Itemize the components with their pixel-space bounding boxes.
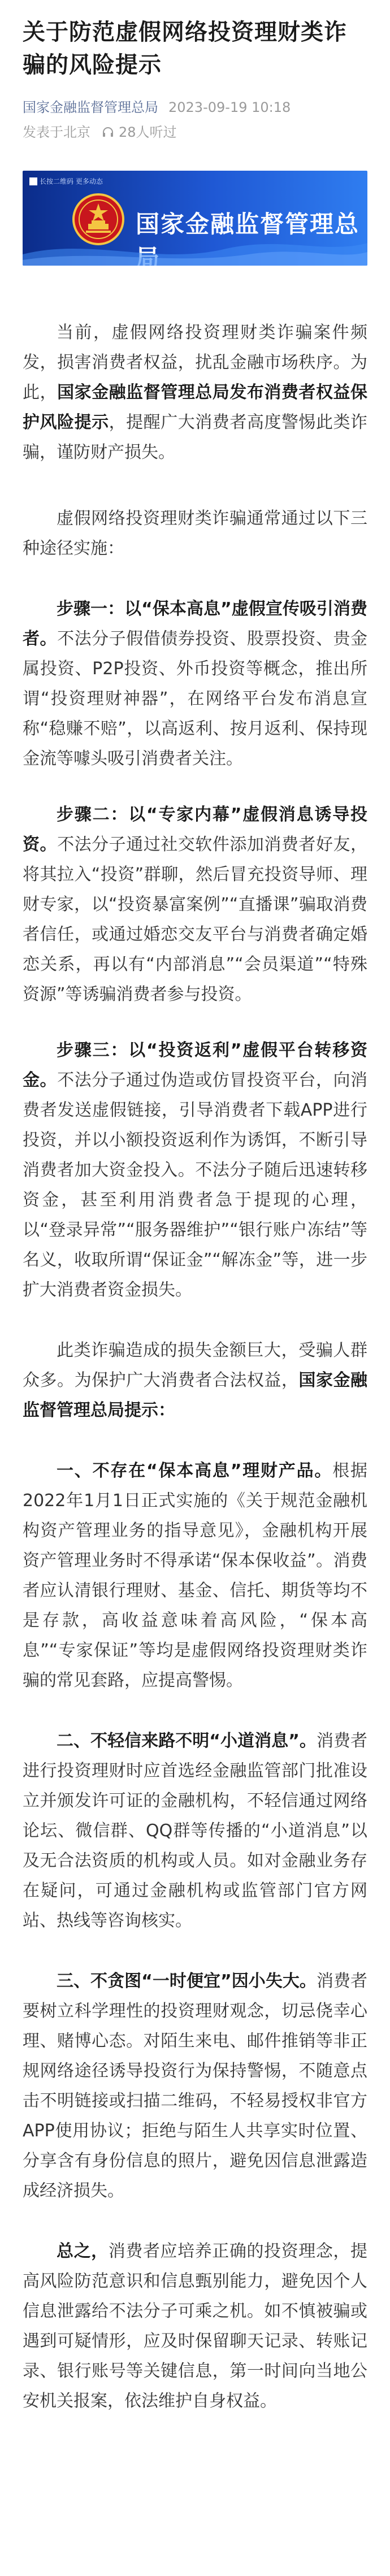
- paragraph-tip-one: [23, 1456, 367, 1695]
- tip-three-title: 三、不贪图“一时便宜”因小失大。: [57, 1971, 317, 1991]
- step-three-title: 步骤三：以“投资返利”虚假平台转移资金。: [23, 1040, 367, 1090]
- publish-date: 2023-09-19 10:18: [168, 99, 291, 115]
- paragraph-summary: [23, 1335, 367, 1425]
- step-one-title: 步骤一：以“保本高息”虚假宣传吸引消费者。: [23, 599, 367, 649]
- conclusion-title: 总之，: [57, 2241, 109, 2261]
- paragraph-tip-three: [23, 1966, 367, 2206]
- paragraph-step-three: [23, 1035, 367, 1305]
- paragraph-tip-two: [23, 1726, 367, 1936]
- summary-text: 此类诈骗造成的损失金额巨大，受骗人群众多。为保护广大消费者合法权益，: [23, 1341, 367, 1390]
- article-title: 关于防范虚假网络投资理财类诈骗的风险提示: [23, 19, 347, 78]
- intro-text: 当前，虚假网络投资理财类诈骗案件频发，损害消费者权益，扰乱金融市场秩序。为此，: [23, 323, 367, 402]
- banner-org-name: 国家金融监督管理总: [136, 210, 360, 238]
- paragraph-conclusion: [23, 2236, 367, 2416]
- intro-emphasis: 国家金融监督管理总局发布消费者权益保护风险提示: [23, 383, 368, 432]
- step-one-text: 不法分子假借债券投资、股票投资、贵金属投资、P2P投资、外币投资等概念，推出所谓“投资理财神器”，在网络平台发布消息宣称“稳赚不赔”，以高返利、按月返利、保持现金流等噱头吸引消费者关注。: [23, 629, 368, 769]
- paragraph-channels: 虚假网络投资理财类诈骗通常通过以下三种途径实施：: [23, 509, 367, 558]
- intro-text-end: ，提醒广大消费者高度警惕此类诈骗，谨防财产损失。: [23, 413, 368, 462]
- tip-two-title: 二、不轻信来路不明“小道消息”。: [57, 1731, 317, 1751]
- publish-location: 发表于北京: [23, 124, 90, 140]
- listen-count-label: 28人听过: [119, 124, 177, 140]
- paragraph-intro: [23, 318, 367, 467]
- listen-count[interactable]: [102, 122, 177, 142]
- banner-qr-hint: [29, 176, 103, 186]
- publisher-link[interactable]: 国家金融监督管理总局: [23, 99, 158, 115]
- conclusion-text: 消费者应培养正确的投资理念，提高风险防范意识和信息甄别能力，避免因个人信息泄露给不法分子可乘之机。如不慎被骗或遇到可疑情形，应及时保留聊天记录、转账记录、银行账号等关键信息，第一时间向当地公安机关报案，依法维护自身权益。: [23, 2241, 368, 2411]
- step-two-title: 步骤二：以“专家内幕”虚假消息诱导投资。: [23, 805, 367, 855]
- headphones-icon: [102, 126, 114, 138]
- tip-two-text: 消费者进行投资理财时应首选经金融监管部门批准设立并颁发许可证的金融机构，不轻信通过网络论坛、微信群、QQ群等传播的“小道消息”以及无合法资质的机构或人员。如对金融业务存在疑问，可通过金融机构或监管部门官方网站、热线等咨询核实。: [23, 1731, 367, 1931]
- summary-emphasis: 国家金融监督管理总局提示：: [23, 1371, 368, 1420]
- step-two-text: 不法分子通过社交软件添加消费者好友，将其拉入“投资”群聊，然后冒充投资导师、理财专家，以“投资暴富案例”“直播课”骗取消费者信任，或通过婚恋交友平台与消费者确定婚恋关系，再以有“内部消息”“会员渠道”“特殊资源”等诱骗消费者参与投资。: [23, 835, 368, 1004]
- step-three-text: 不法分子通过伪造或仿冒投资平台，向消费者发送虚假链接，引导消费者下载APP进行投资，并以小额投资返利作为诱饵，不断引导消费者加大资金投入。不法分子随后迅速转移资金，甚至利用消费者急于提现的心理，以“登录异常”“服务器维护”“银行账户冻结”等名义，收取所谓“保证金”“解冻金”等，进一步扩大消费者资金损失。: [23, 1070, 368, 1300]
- banner-wave-decoration: [23, 232, 367, 266]
- tip-one-text: 根据2022年1月1日正式实施的《关于规范金融机构资产管理业务的指导意见》，金融机构开展资产管理业务时不得承诺“保本保收益”。消费者应认清银行理财、基金、信托、期货等均不是存款，高收益意味着高风险，“保本高息”“专家保证”等均是虚假网络投资理财类诈骗的常见套路，应提高警惕。: [23, 1461, 368, 1690]
- article-meta: [0, 81, 390, 118]
- article-body: [0, 318, 390, 2416]
- paragraph-step-one: [23, 594, 367, 774]
- qr-code-icon: [29, 177, 37, 185]
- header-banner: [23, 171, 367, 266]
- tip-three-text: 消费者要树立科学理性的投资理财观念，切忌侥幸心理、赌博心态。对陌生来电、邮件推销等非正规网络途径诱导投资行为保持警惕，不随意点击不明链接或扫描二维码，不轻易授权非官方APP使用协议；拒绝与陌生人共享实时位置、分享含有身份信息的照片，避免因信息泄露造成经济损失。: [23, 1971, 367, 2201]
- tip-one-title: 一、不存在“保本高息”理财产品。: [57, 1461, 333, 1481]
- banner-qr-text: 长按二维码 更多动态: [40, 177, 103, 185]
- article-meta-secondary: [0, 118, 390, 142]
- paragraph-step-two: [23, 800, 367, 1009]
